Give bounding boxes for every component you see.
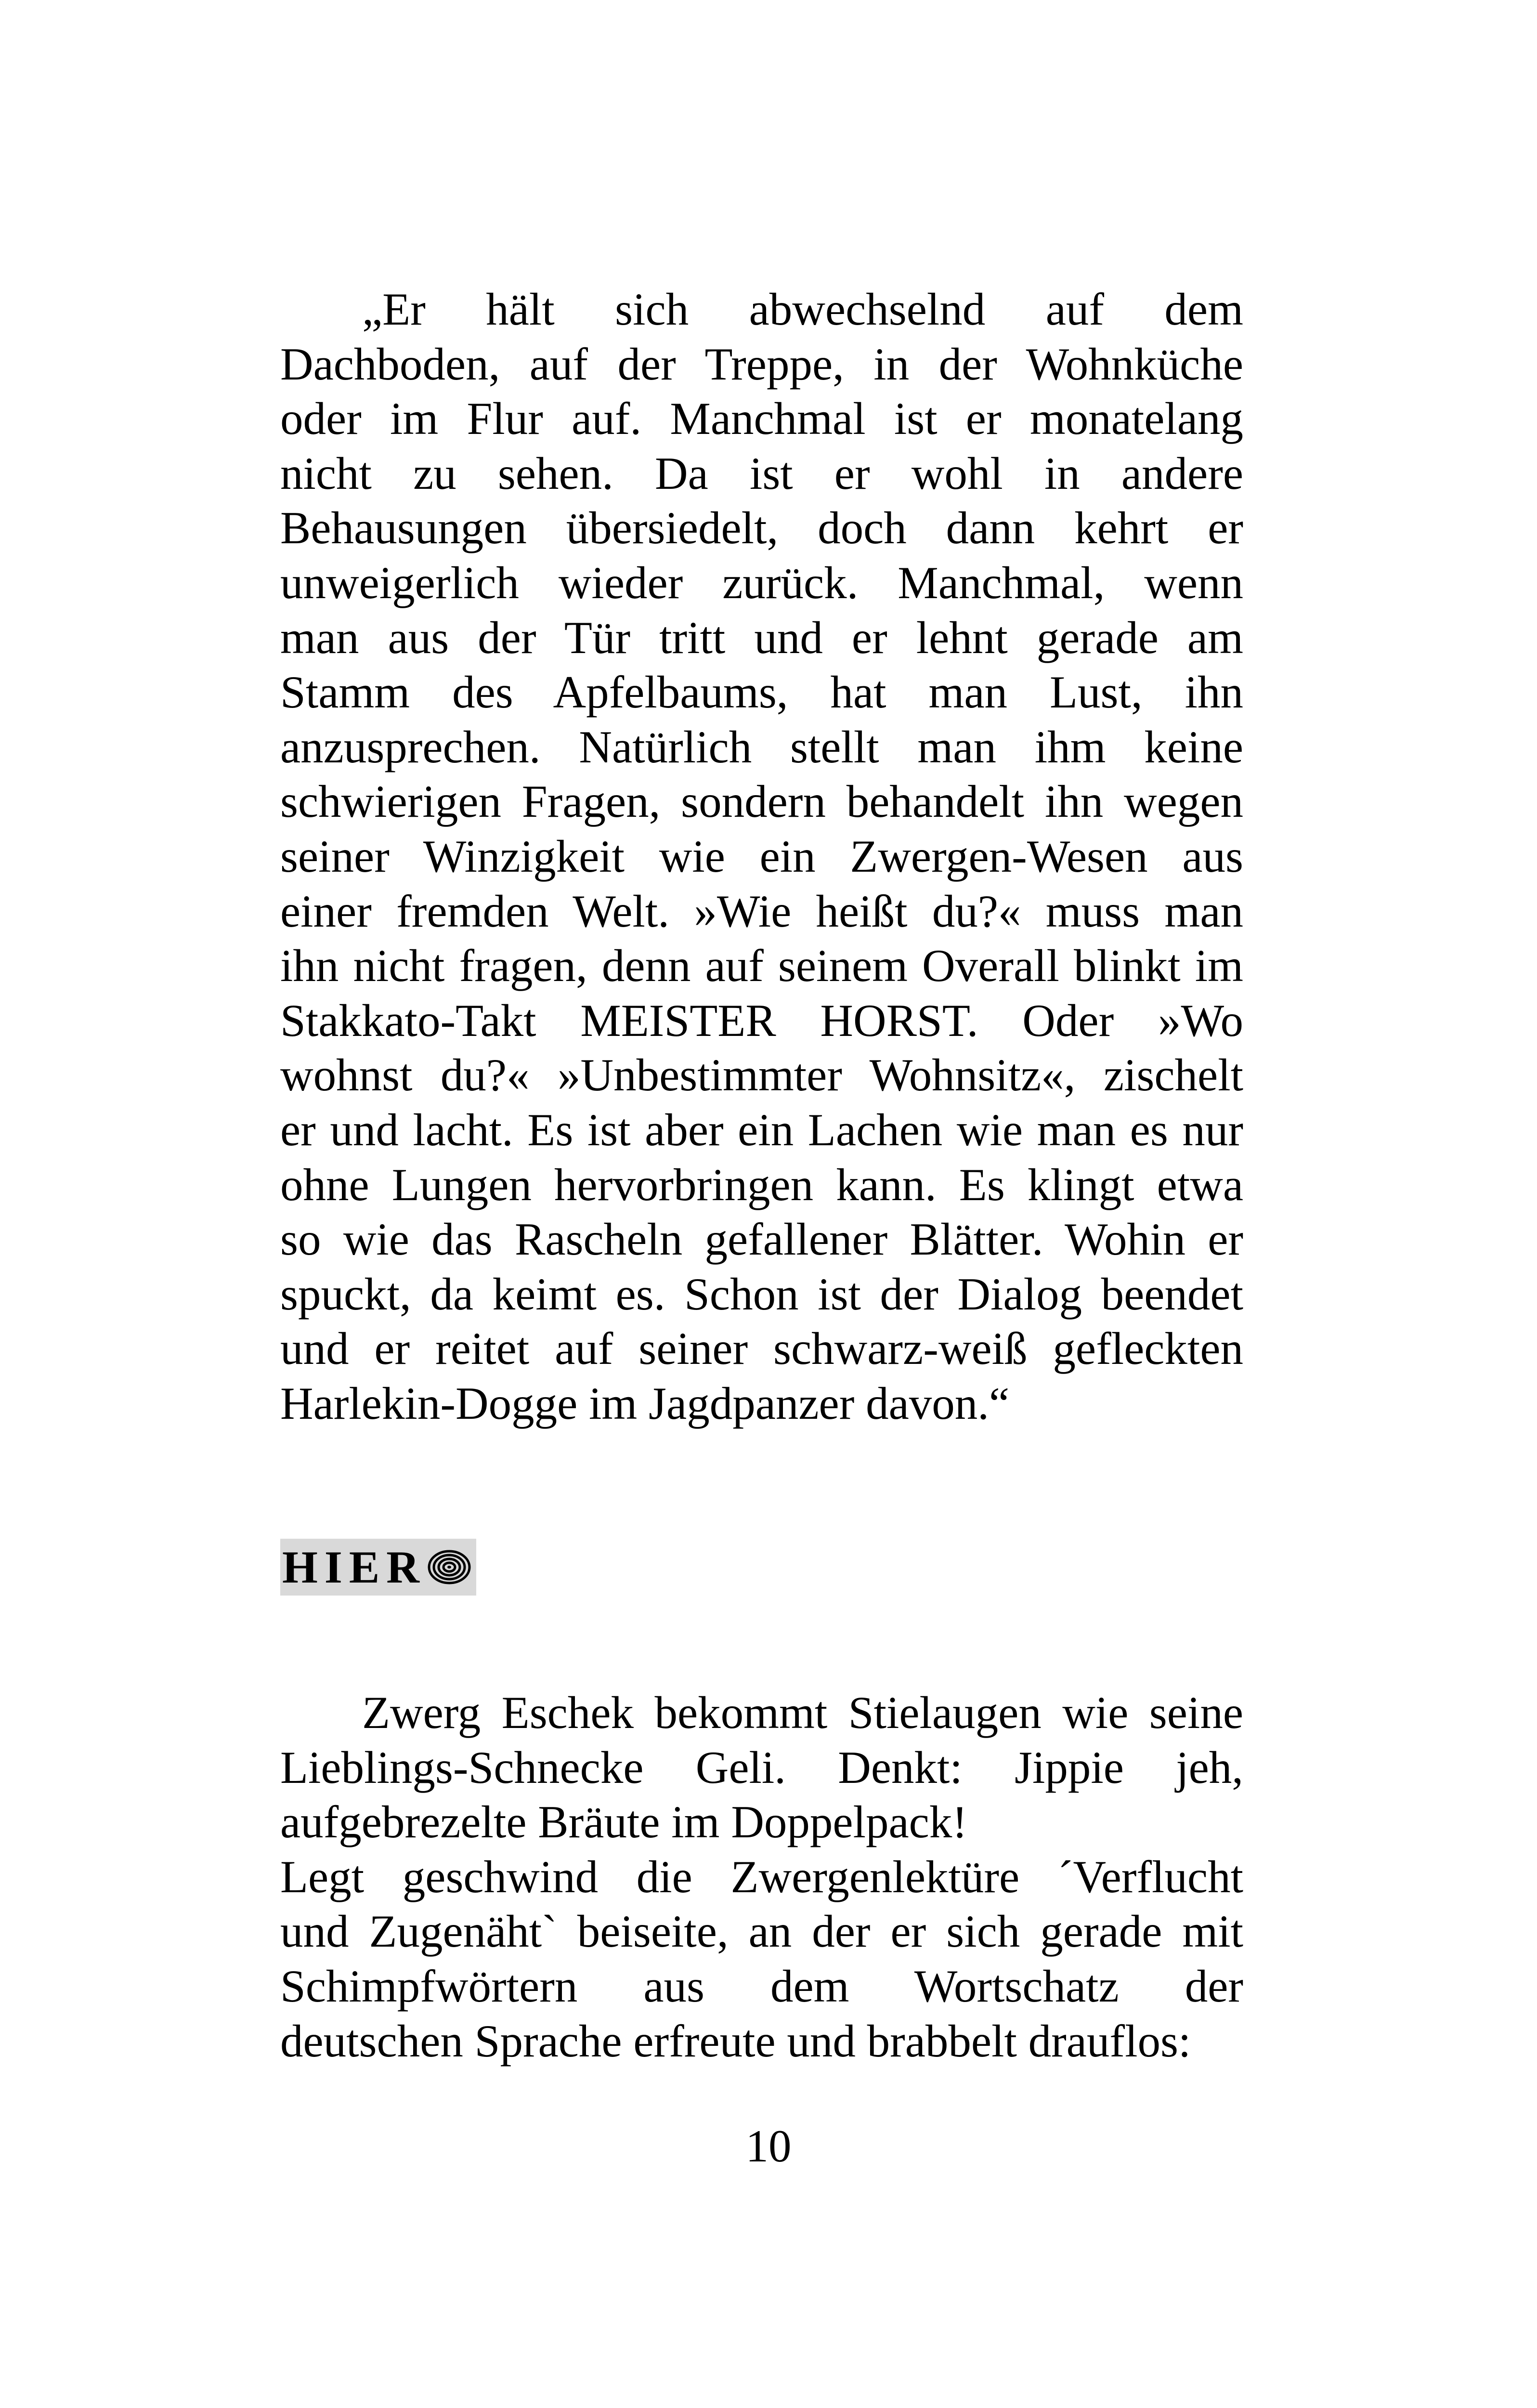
text-line: oder im Flur auf. Manchmal ist er monatelang	[280, 393, 1243, 445]
text-line: und Zugenäht` beiseite, an der er sich gerade mit	[280, 1906, 1243, 1957]
text-line: schwierigen Fragen, sondern behandelt ihn wegen	[280, 776, 1243, 827]
section-heading	[280, 1539, 476, 1596]
text-line: Behausungen übersiedelt, doch dann kehrt er	[280, 502, 1243, 554]
text-line: ihn nicht fragen, denn auf seinem Overall blinkt im	[280, 940, 1243, 992]
text-line: aufgebrezelte Bräute im Doppelpack!	[280, 1796, 967, 1848]
text-line: so wie das Rascheln gefallener Blätter. Wohin er	[280, 1214, 1243, 1265]
text-line: „Er hält sich abwechselnd auf dem	[362, 284, 1243, 335]
text-line: Stamm des Apfelbaums, hat man Lust, ihn	[280, 667, 1243, 718]
paragraph-dialogue	[280, 282, 1243, 1431]
text-line: Stakkato-Takt MEISTER HORST. Oder »Wo	[280, 995, 1243, 1046]
text-line: Legt geschwind die Zwergenlektüre ´Verflucht	[280, 1851, 1243, 1902]
text-line: wohnst du?« »Unbestimmter Wohnsitz«, zischelt	[280, 1049, 1243, 1101]
text-line: nicht zu sehen. Da ist er wohl in andere	[280, 447, 1243, 499]
text-line: unweigerlich wieder zurück. Manchmal, wenn	[280, 557, 1243, 608]
paragraph-narrative	[280, 1686, 1243, 2068]
text-line: Lieblings-Schnecke Geli. Denkt: Jippie jeh,	[280, 1741, 1243, 1793]
text-line: einer fremden Welt. »Wie heißt du?« muss man	[280, 885, 1243, 937]
text-line: er und lacht. Es ist aber ein Lachen wie man es nur	[280, 1104, 1243, 1155]
text-line: seiner Winzigkeit wie ein Zwergen-Wesen aus	[280, 830, 1243, 882]
text-line: Schimpfwörtern aus dem Wortschatz der	[280, 1960, 1243, 2012]
text-line: Harlekin-Dogge im Jagdpanzer davon.“	[280, 1377, 1010, 1429]
text-line: man aus der Tür tritt und er lehnt gerade am	[280, 612, 1243, 663]
text-line: und er reitet auf seiner schwarz-weiß gefleckten	[280, 1323, 1243, 1374]
section-heading-text: HIER	[282, 1542, 426, 1593]
text-line: ohne Lungen hervorbringen kann. Es klingt etwa	[280, 1159, 1243, 1210]
text-line: anzusprechen. Natürlich stellt man ihm keine	[280, 721, 1243, 772]
text-line: spuckt, da keimt es. Schon ist der Dialog beendet	[280, 1268, 1243, 1320]
text-line: Zwerg Eschek bekommt Stielaugen wie seine	[362, 1687, 1243, 1738]
spiral-circle-icon	[427, 1550, 471, 1584]
page-number: 10	[745, 2120, 792, 2172]
text-line: deutschen Sprache erfreute und brabbelt drauflos:	[280, 2015, 1191, 2067]
text-line: Dachboden, auf der Treppe, in der Wohnküche	[280, 338, 1243, 390]
